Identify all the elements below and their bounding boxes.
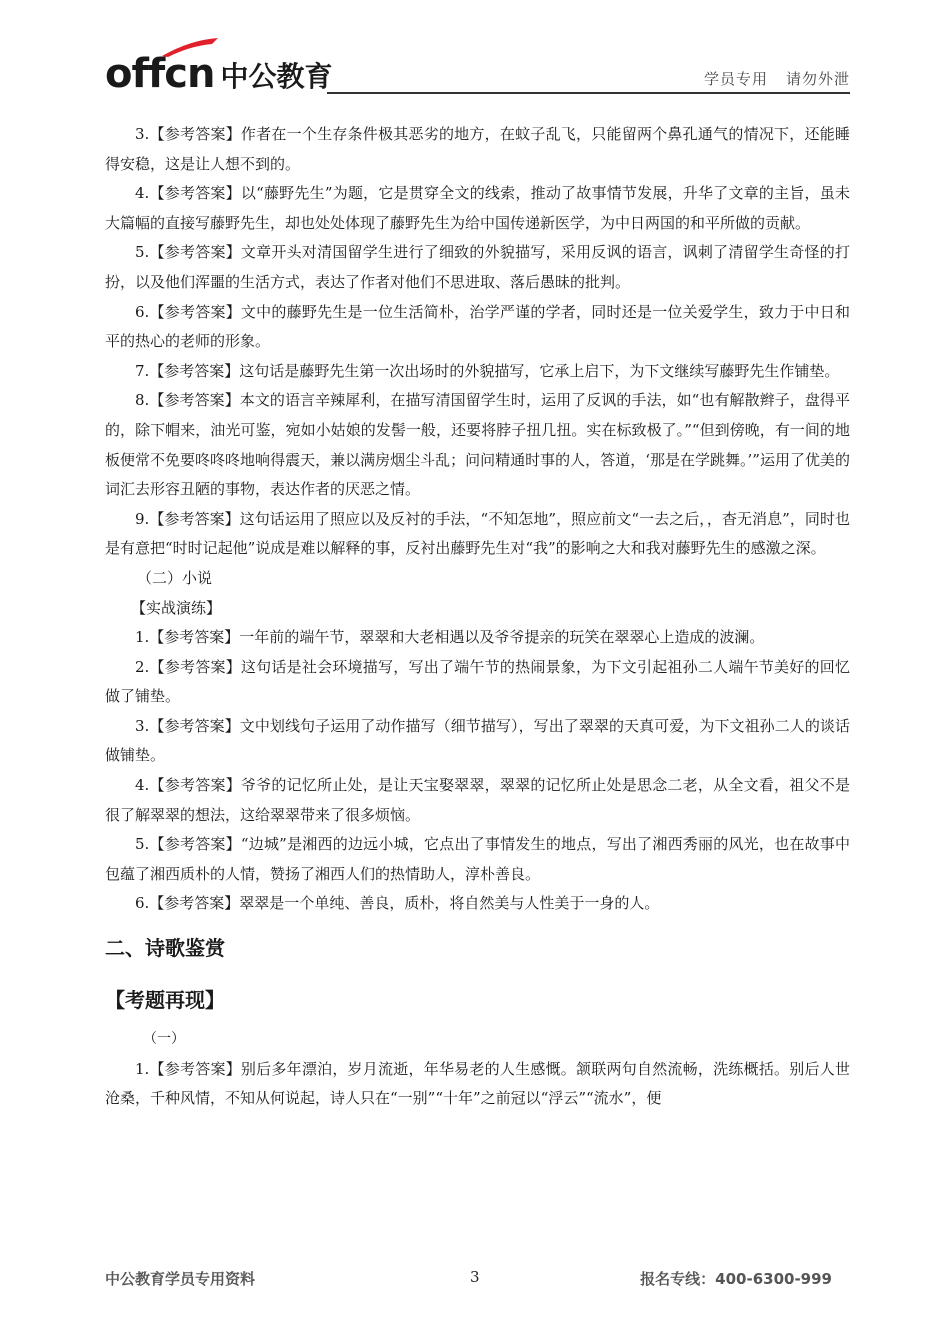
- answer-a-6: 6.【参考答案】文中的藤野先生是一位生活简朴，治学严谨的学者，同时还是一位关爱学生，致力于中日和平的热心的老师的形象。: [105, 302, 850, 351]
- footer-hotline: 报名专线：400-6300-999: [640, 1270, 832, 1288]
- answer-b-2: 2.【参考答案】这句话是社会环境描写，写出了端午节的热闹景象，为下文引起祖孙二人端午节美好的回忆做了铺垫。: [105, 657, 850, 706]
- answer-b-6: 6.【参考答案】翠翠是一个单纯、善良，质朴，将自然美与人性美于一身的人。: [135, 894, 660, 913]
- answer-b-5: 5.【参考答案】“边城”是湘西的边远小城，它点出了事情发生的地点，写出了湘西秀丽的风光，也在故事中包蕴了湘西质朴的人情，赞扬了湘西人们的热情助人，淳朴善良。: [105, 835, 850, 883]
- answer-a-8: 8.【参考答案】本文的语言辛辣犀利，在描写清国留学生时，运用了反讽的手法，如“也有解散辫子，盘得平的，除下帽来，油光可鉴，宛如小姑娘的发髻一般，还要将脖子扭几扭。实在标致极了。”“但到傍晚，有一间的地板便常不免要咚咚咚地响得震天，兼以满房烟尘斗乱；问问精通时事的人，答道，‘那是在学跳舞。’”运用了优美的词汇去形容丑陋的事物，表达作者的厌恶之情。: [105, 391, 850, 499]
- answer-b-4: 4.【参考答案】爷爷的记忆所止处，是让天宝娶翠翠，翠翠的记忆所止处是思念二老，从全文看，祖父不是很了解翠翠的想法，这给翠翠带来了很多烦恼。: [105, 776, 850, 824]
- answer-a-3: 3.【参考答案】作者在一个生存条件极其恶劣的地方，在蚊子乱飞，只能留两个鼻孔通气的情况下，还能睡得安稳，这是让人想不到的。: [105, 125, 850, 173]
- page-footer: [105, 1268, 850, 1296]
- logo-chinese: 中公教育: [220, 60, 333, 93]
- answer-a-5: 5.【参考答案】文章开头对清国留学生进行了细致的外貌描写，采用反讽的语言，讽刺了清留学生奇怪的打扮，以及他们浑噩的生活方式，表达了作者对他们不思进取、落后愚昧的批判。: [105, 243, 850, 291]
- section-novel: （二）小说: [137, 568, 213, 587]
- header-tags: [704, 68, 850, 89]
- page-content: [105, 120, 850, 1114]
- offcn-logo: [105, 38, 333, 97]
- answer-b-3: 3.【参考答案】文中划线句子运用了动作描写（细节描写），写出了翠翠的天真可爱，为下文祖孙二人的谈话做铺垫。: [105, 716, 850, 765]
- answer-a-7: 7.【参考答案】这句话是藤野先生第一次出场时的外貌描写，它承上启下，为下文继续写藤野先生作铺垫。: [135, 361, 840, 380]
- heading-exam: 【考题再现】: [105, 988, 225, 1013]
- logo-english: offcn: [105, 51, 215, 97]
- answer-c-1: 1.【参考答案】别后多年漂泊，岁月流逝，年华易老的人生感慨。颔联两句自然流畅，洗练概括。别后人世沧桑，千种风情，不知从何说起，诗人只在“一别”“十年”之前冠以“浮云”“流水”，便: [105, 1059, 850, 1108]
- header-divider: [327, 92, 850, 94]
- section-one: （一）: [143, 1031, 185, 1048]
- tag-student-only: 学员专用: [703, 70, 768, 88]
- page-number: 3: [470, 1268, 480, 1286]
- footer-label: 中公教育学员专用资料: [105, 1270, 256, 1288]
- answer-b-1: 1.【参考答案】一年前的端午节，翠翠和大老相遇以及爷爷提亲的玩笑在翠翠心上造成的波澜。: [135, 628, 765, 647]
- heading-poetry: 二、诗歌鉴赏: [105, 936, 225, 961]
- answer-a-9: 9.【参考答案】这句话运用了照应以及反衬的手法，“不知怎地”，照应前文“一去之后，，杳无消息”，同时也是有意把“时时记起他”说成是难以解释的事，反衬出藤野先生对“我”的影响之大和我对藤野先生的感激之深。: [105, 509, 850, 558]
- practice-label: 【实战演练】: [131, 598, 222, 617]
- logo-swoosh-icon: [160, 36, 220, 58]
- page-header: [105, 38, 850, 96]
- tag-no-leak: 请勿外泄: [785, 70, 850, 88]
- answer-a-4: 4.【参考答案】以“藤野先生”为题，它是贯穿全文的线索，推动了故事情节发展，升华了文章的主旨，虽未大篇幅的直接写藤野先生，却也处处体现了藤野先生为给中国传递新医学，为中日两国的和平所做的贡献。: [105, 184, 850, 232]
